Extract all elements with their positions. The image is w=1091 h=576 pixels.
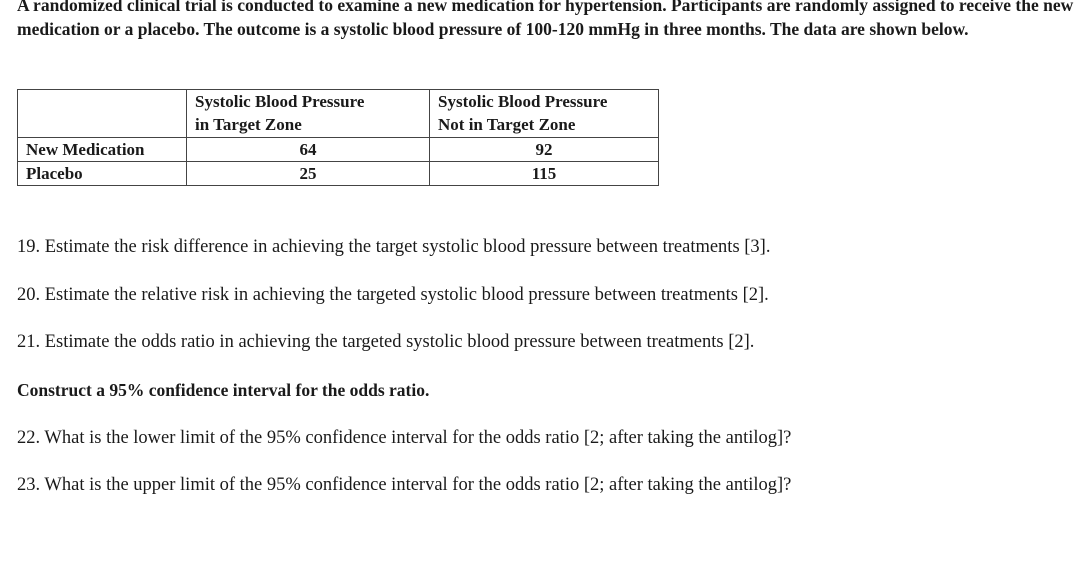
header-line: in Target Zone	[195, 115, 302, 134]
question-19: 19. Estimate the risk difference in achieving the target systolic blood pressure between treatments [3].	[17, 237, 771, 257]
table-row	[18, 138, 659, 162]
header-not-in-target-zone	[430, 90, 659, 138]
header-line: Systolic Blood Pressure	[438, 92, 608, 111]
cell-in-zone: 64	[187, 138, 430, 162]
cell-in-zone: 25	[187, 162, 430, 186]
cell-not-in-zone: 92	[430, 138, 659, 162]
header-line: Systolic Blood Pressure	[195, 92, 365, 111]
header-line: Not in Target Zone	[438, 115, 576, 134]
row-label: New Medication	[18, 138, 187, 162]
table-header-row	[18, 90, 659, 138]
table-row	[18, 162, 659, 186]
question-23: 23. What is the upper limit of the 95% confidence interval for the odds ratio [2; after taking the antilog]?	[17, 475, 792, 495]
question-20: 20. Estimate the relative risk in achieving the targeted systolic blood pressure between treatments [2].	[17, 285, 769, 305]
row-label: Placebo	[18, 162, 187, 186]
question-22: 22. What is the lower limit of the 95% confidence interval for the odds ratio [2; after taking the antilog]?	[17, 428, 792, 448]
header-in-target-zone	[187, 90, 430, 138]
intro-paragraph: A randomized clinical trial is conducted to examine a new medication for hypertension. Participants are randomly assigned to receive the new medication or a placebo. The outcome is a systolic blood pressure of 100-120 mmHg in three months. The data are shown below.	[17, 0, 1074, 39]
cell-not-in-zone: 115	[430, 162, 659, 186]
ci-heading: Construct a 95% confidence interval for the odds ratio.	[17, 380, 430, 400]
question-21: 21. Estimate the odds ratio in achieving the targeted systolic blood pressure between treatments [2].	[17, 332, 755, 352]
data-table	[17, 89, 659, 186]
table-corner-cell	[18, 90, 187, 138]
